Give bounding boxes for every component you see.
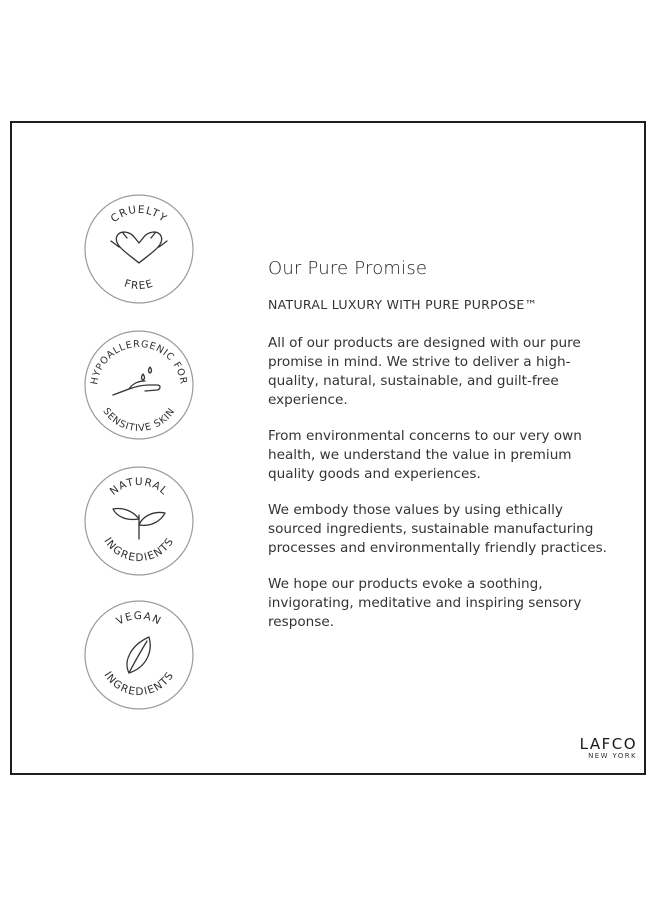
promise-content bbox=[268, 258, 608, 649]
heart-hands-icon bbox=[111, 232, 167, 263]
logo-location: NEW YORK bbox=[588, 752, 637, 760]
svg-text:Free bbox=[123, 278, 155, 293]
hypoallergenic-bottom-label: Sensitive Skin bbox=[100, 405, 178, 435]
page-title: Our Pure Promise bbox=[268, 258, 428, 279]
hypoallergenic-badge bbox=[83, 329, 195, 441]
paragraph: All of our products are designed with our pure promise in mind. We strive to deliver a high-quality, natural, sustainable, and guilt-free experience. bbox=[268, 335, 581, 408]
svg-text:Hypoallergenic for bbox=[89, 339, 189, 386]
hypoallergenic-top-label: Hypoallergenic for bbox=[89, 338, 189, 386]
svg-text:Sensitive Skin bbox=[100, 406, 177, 434]
natural-top-label: Natural bbox=[107, 475, 171, 498]
natural-ingredients-badge bbox=[83, 465, 195, 577]
tagline: NATURAL LUXURY WITH PURE PURPOSE™ bbox=[268, 297, 538, 312]
svg-text:Cruelty bbox=[109, 204, 170, 225]
sprout-icon bbox=[113, 508, 165, 539]
cruelty-free-badge bbox=[83, 193, 195, 305]
svg-text:Vegan bbox=[114, 610, 163, 628]
brand-logo bbox=[579, 736, 637, 761]
paragraph: We embody those values by using ethically sourced ingredients, sustainable manufacturing processes and environmentally friendly practices. bbox=[268, 502, 607, 556]
svg-text:Natural bbox=[108, 476, 171, 498]
natural-bottom-label: Ingredients bbox=[101, 535, 177, 565]
paragraph: We hope our products evoke a soothing, invigorating, meditative and inspiring sensory response. bbox=[268, 576, 582, 630]
cruelty-free-top-label: Cruelty bbox=[108, 203, 170, 226]
logo-wordmark: LAFCO bbox=[579, 735, 637, 753]
svg-text:Ingredients bbox=[101, 535, 176, 564]
vegan-ingredients-badge bbox=[83, 599, 195, 711]
paragraph: From environmental concerns to our very own health, we understand the value in premium quality goods and experiences. bbox=[268, 428, 582, 482]
cruelty-free-bottom-label: Free bbox=[122, 277, 156, 293]
leaf-icon bbox=[127, 637, 150, 673]
vegan-bottom-label: Ingredients bbox=[101, 669, 177, 699]
vegan-top-label: Vegan bbox=[114, 609, 164, 628]
svg-text:Ingredients bbox=[101, 669, 176, 698]
hand-droplet-icon bbox=[113, 367, 160, 395]
